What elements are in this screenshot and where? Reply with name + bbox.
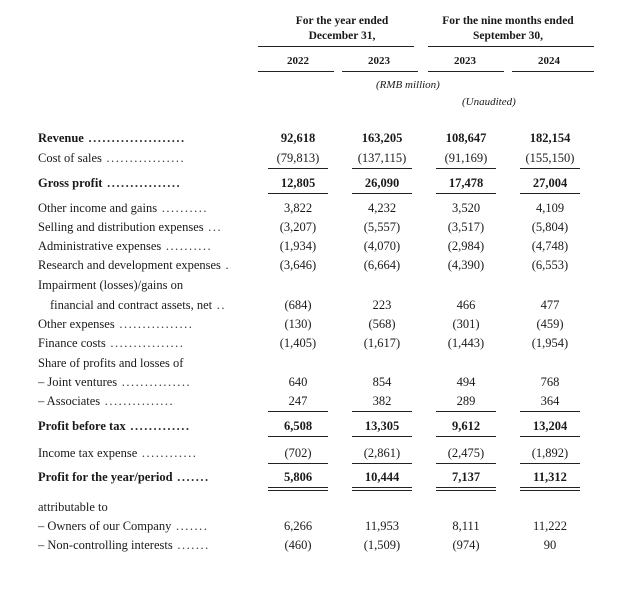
year-rule-4 bbox=[512, 71, 594, 72]
value-cell: 17,478 bbox=[448, 176, 484, 190]
value-cell: (5,557) bbox=[363, 220, 401, 234]
table-row bbox=[0, 375, 619, 393]
year-col-3: 2023 bbox=[454, 55, 476, 67]
value-cell: (684) bbox=[284, 298, 312, 312]
table-row bbox=[0, 176, 619, 194]
leader-dots: ................. bbox=[101, 151, 186, 165]
value-cell: 3,822 bbox=[283, 201, 313, 215]
row-label-text: Selling and distribution expenses bbox=[38, 220, 204, 234]
year-rule-1 bbox=[258, 71, 334, 72]
value-cell: (4,390) bbox=[447, 258, 485, 272]
sum-rule bbox=[268, 168, 328, 169]
value-cell: 27,004 bbox=[532, 176, 568, 190]
row-label bbox=[38, 317, 238, 332]
year-col-4: 2024 bbox=[538, 55, 560, 67]
leader-dots: ....... bbox=[172, 538, 210, 552]
sum-rule bbox=[352, 436, 412, 437]
row-label bbox=[38, 419, 238, 434]
leader-dots: ............ bbox=[137, 446, 198, 460]
table-row bbox=[0, 239, 619, 257]
sum-rule bbox=[520, 193, 580, 194]
sum-rule bbox=[268, 411, 328, 412]
table-row bbox=[0, 500, 619, 518]
value-cell: (301) bbox=[452, 317, 480, 331]
value-cell: (1,443) bbox=[447, 336, 485, 350]
row-label-text: Gross profit bbox=[38, 176, 103, 190]
table-row bbox=[0, 470, 619, 488]
value-cell: 90 bbox=[543, 538, 557, 552]
row-label bbox=[38, 220, 238, 235]
value-cell: 477 bbox=[540, 298, 560, 312]
header-rule-2 bbox=[428, 46, 594, 47]
leader-dots: ....... bbox=[171, 519, 209, 533]
value-cell: (2,984) bbox=[447, 239, 485, 253]
sum-rule bbox=[436, 193, 496, 194]
row-label bbox=[38, 519, 238, 534]
value-cell: 92,618 bbox=[280, 131, 316, 145]
value-cell: 163,205 bbox=[361, 131, 403, 145]
row-label bbox=[38, 356, 238, 371]
row-label-text: Administrative expenses bbox=[38, 239, 162, 253]
value-cell: 11,953 bbox=[365, 519, 399, 533]
value-cell: 11,312 bbox=[533, 470, 567, 484]
leader-dots: ..................... bbox=[83, 131, 186, 145]
row-label bbox=[38, 394, 238, 409]
value-cell: (4,748) bbox=[531, 239, 569, 253]
value-cell: 494 bbox=[456, 375, 476, 389]
table-row bbox=[0, 419, 619, 437]
row-label-text: financial and contract assets, net bbox=[50, 298, 213, 312]
sum-rule bbox=[268, 463, 328, 464]
header-year-ended: For the year ended December 31, bbox=[295, 15, 389, 42]
double-rule bbox=[268, 487, 328, 491]
year-col-2: 2023 bbox=[368, 55, 390, 67]
value-cell: 13,305 bbox=[364, 419, 400, 433]
row-label bbox=[38, 538, 238, 553]
row-label-text: Finance costs bbox=[38, 336, 106, 350]
table-row bbox=[0, 220, 619, 238]
table-row bbox=[0, 317, 619, 335]
row-label bbox=[38, 201, 238, 216]
value-cell: 364 bbox=[540, 394, 560, 408]
row-label bbox=[38, 176, 238, 191]
value-cell: (460) bbox=[284, 538, 312, 552]
value-cell: (130) bbox=[284, 317, 312, 331]
leader-dots: . bbox=[220, 258, 231, 272]
sum-rule bbox=[352, 193, 412, 194]
leader-dots: ... bbox=[203, 220, 223, 234]
value-cell: 4,109 bbox=[535, 201, 565, 215]
row-label bbox=[38, 131, 238, 146]
leader-dots: .......... bbox=[157, 201, 208, 215]
value-cell: 854 bbox=[372, 375, 392, 389]
value-cell: 223 bbox=[372, 298, 392, 312]
table-row bbox=[0, 201, 619, 219]
sum-rule bbox=[436, 411, 496, 412]
value-cell: 7,137 bbox=[451, 470, 481, 484]
value-cell: 108,647 bbox=[445, 131, 487, 145]
value-cell: 26,090 bbox=[364, 176, 400, 190]
sum-rule bbox=[520, 436, 580, 437]
sum-rule bbox=[352, 463, 412, 464]
value-cell: 4,232 bbox=[367, 201, 397, 215]
value-cell: (79,813) bbox=[276, 151, 320, 165]
sum-rule bbox=[352, 168, 412, 169]
sum-rule bbox=[268, 193, 328, 194]
row-label-text: Research and development expenses bbox=[38, 258, 221, 272]
value-cell: 640 bbox=[288, 375, 308, 389]
row-label-text: Profit for the year/period bbox=[38, 470, 173, 484]
leader-dots: ............... bbox=[117, 375, 192, 389]
value-cell: 10,444 bbox=[364, 470, 400, 484]
sum-rule bbox=[268, 436, 328, 437]
row-label-text: Other expenses bbox=[38, 317, 115, 331]
row-label-text: – Associates bbox=[38, 394, 101, 408]
value-cell: (5,804) bbox=[531, 220, 569, 234]
row-label-text: Share of profits and losses of bbox=[38, 356, 184, 370]
value-cell: (568) bbox=[368, 317, 396, 331]
row-label-text: Income tax expense bbox=[38, 446, 138, 460]
leader-dots: .. bbox=[212, 298, 226, 312]
leader-dots: ............... bbox=[100, 394, 175, 408]
table-row bbox=[0, 356, 619, 374]
value-cell: (3,517) bbox=[447, 220, 485, 234]
value-cell: 247 bbox=[288, 394, 308, 408]
leader-dots: .......... bbox=[161, 239, 213, 253]
row-label bbox=[38, 151, 238, 166]
value-cell: (1,934) bbox=[279, 239, 317, 253]
row-label bbox=[38, 239, 238, 254]
row-label bbox=[38, 500, 238, 515]
table-row bbox=[0, 298, 619, 316]
value-cell: 11,222 bbox=[533, 519, 567, 533]
value-cell: (974) bbox=[452, 538, 480, 552]
value-cell: (1,892) bbox=[531, 446, 569, 460]
value-cell: (1,509) bbox=[363, 538, 401, 552]
value-cell: (2,475) bbox=[447, 446, 485, 460]
unaudited-note: (Unaudited) bbox=[462, 96, 516, 108]
row-label-text: Other income and gains bbox=[38, 201, 158, 215]
table-row bbox=[0, 538, 619, 556]
value-cell: (155,150) bbox=[525, 151, 575, 165]
year-rule-3 bbox=[428, 71, 504, 72]
value-cell: (6,553) bbox=[531, 258, 569, 272]
value-cell: (3,646) bbox=[279, 258, 317, 272]
row-label bbox=[38, 446, 238, 461]
leader-dots: ................ bbox=[102, 176, 182, 190]
value-cell: (1,405) bbox=[279, 336, 317, 350]
sum-rule bbox=[436, 168, 496, 169]
value-cell: (1,954) bbox=[531, 336, 569, 350]
table-row bbox=[0, 151, 619, 169]
value-cell: 768 bbox=[540, 375, 560, 389]
value-cell: 289 bbox=[456, 394, 476, 408]
value-cell: 6,266 bbox=[283, 519, 313, 533]
row-label-text: Revenue bbox=[38, 131, 84, 145]
leader-dots: ............. bbox=[125, 419, 191, 433]
row-label-text: – Joint ventures bbox=[38, 375, 118, 389]
row-label bbox=[38, 336, 238, 351]
sum-rule bbox=[436, 463, 496, 464]
value-cell: 12,805 bbox=[280, 176, 316, 190]
table-row bbox=[0, 394, 619, 412]
double-rule bbox=[352, 487, 412, 491]
row-label bbox=[38, 278, 238, 293]
header-nine-months: For the nine months ended September 30, bbox=[442, 15, 574, 42]
leader-dots: ................ bbox=[105, 336, 185, 350]
sum-rule bbox=[436, 436, 496, 437]
value-cell: 466 bbox=[456, 298, 476, 312]
year-col-1: 2022 bbox=[287, 55, 309, 67]
year-rule-2 bbox=[342, 71, 418, 72]
row-label-text: Cost of sales bbox=[38, 151, 102, 165]
double-rule bbox=[520, 487, 580, 491]
leader-dots: ....... bbox=[172, 470, 210, 484]
table-row bbox=[0, 446, 619, 464]
row-label bbox=[38, 375, 238, 390]
row-label bbox=[38, 470, 238, 485]
row-label-text: Impairment (losses)/gains on bbox=[38, 278, 184, 292]
table-row bbox=[0, 258, 619, 276]
table-row bbox=[0, 278, 619, 296]
table-row bbox=[0, 519, 619, 537]
value-cell: 382 bbox=[372, 394, 392, 408]
row-label-text: attributable to bbox=[38, 500, 108, 514]
row-label-text: Profit before tax bbox=[38, 419, 126, 433]
value-cell: (3,207) bbox=[279, 220, 317, 234]
value-cell: (459) bbox=[536, 317, 564, 331]
value-cell: (1,617) bbox=[363, 336, 401, 350]
value-cell: (2,861) bbox=[363, 446, 401, 460]
sum-rule bbox=[352, 411, 412, 412]
value-cell: 8,111 bbox=[452, 519, 480, 533]
leader-dots: ................ bbox=[114, 317, 194, 331]
row-label-text: – Owners of our Company bbox=[38, 519, 172, 533]
value-cell: 6,508 bbox=[283, 419, 313, 433]
value-cell: 182,154 bbox=[529, 131, 571, 145]
sum-rule bbox=[520, 411, 580, 412]
table-row bbox=[0, 131, 619, 149]
value-cell: (4,070) bbox=[363, 239, 401, 253]
row-label-text: – Non-controlling interests bbox=[38, 538, 173, 552]
row-label bbox=[38, 258, 238, 273]
value-cell: 9,612 bbox=[451, 419, 481, 433]
value-cell: (6,664) bbox=[363, 258, 401, 272]
row-label bbox=[50, 298, 250, 313]
header-rule-1 bbox=[258, 46, 414, 47]
value-cell: (702) bbox=[284, 446, 312, 460]
value-cell: 5,806 bbox=[283, 470, 313, 484]
table-row bbox=[0, 336, 619, 354]
value-cell: (137,115) bbox=[357, 151, 407, 165]
sum-rule bbox=[520, 463, 580, 464]
unit-note: (RMB million) bbox=[376, 79, 440, 91]
value-cell: 13,204 bbox=[532, 419, 568, 433]
value-cell: 3,520 bbox=[451, 201, 481, 215]
value-cell: (91,169) bbox=[444, 151, 488, 165]
sum-rule bbox=[520, 168, 580, 169]
double-rule bbox=[436, 487, 496, 491]
